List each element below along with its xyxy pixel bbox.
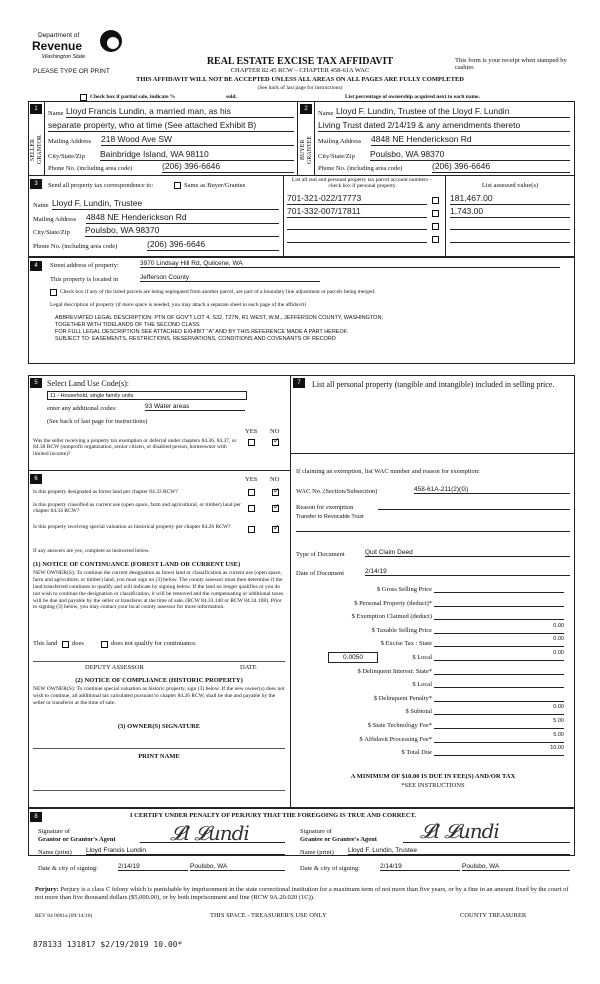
tax-row-label: *Delinquent Penalty $ (373, 694, 432, 702)
s5-no: NO (270, 428, 280, 435)
personal-property-label: List all personal property (tangible and intangible) included in selling price. (312, 380, 555, 389)
section-1-marker: 1 (30, 104, 42, 114)
corr-city-label: City/State/Zip (33, 229, 70, 236)
tax-row-label: Local $ (412, 681, 432, 689)
deputy-assessor: DEPUTY ASSESSOR (85, 664, 144, 671)
tax-row-label: *State Technology Fee $ (367, 722, 432, 729)
parcel-4[interactable] (287, 233, 427, 243)
segregated-label: Check box if any of the listed parcels are being segregated from another parcel, are part of a boundary line adjustment or parcels being merged. (60, 289, 376, 295)
exemption-header: If claiming an exemption, list WAC number and reason for exemption: (296, 468, 480, 475)
s6-no: NO (270, 476, 280, 483)
tax-row-label: Gross Selling Price $ (376, 586, 432, 593)
q3-yes-checkbox[interactable] (248, 525, 255, 534)
section-8-marker: 8 (30, 812, 42, 822)
grantee-name-label: Name (print) (300, 849, 334, 856)
section-3-marker: 3 (30, 179, 42, 189)
form-chapter: CHAPTER 82.45 RCW – CHAPTER 458-61A WAC (230, 67, 370, 74)
see-back-note: (See back of last page for instructions) (257, 85, 343, 91)
assessed-1[interactable]: 181,467.00 (450, 194, 570, 205)
wac-label: WAC No. (Section/Subsection) (296, 488, 378, 495)
section-2-marker: 2 (300, 104, 312, 114)
doc-date[interactable]: 2/14/19 (365, 568, 570, 576)
receipt-note: This form is your receipt when stamped by cashier. (455, 57, 567, 72)
buyer-phone-label: Phone No. (including area code) (318, 165, 403, 172)
tax-row-value[interactable]: 0.00 (434, 623, 564, 634)
this-land-label: This land (33, 640, 58, 647)
county-treasurer: COUNTY TREASURER (460, 912, 527, 919)
grantor-name-label: Name (print) (38, 849, 72, 856)
print-name-title: PRINT NAME (138, 753, 180, 760)
logo-line3: Washington State (42, 54, 86, 60)
treasurer-use: THIS SPACE - TREASURER'S USE ONLY (210, 912, 327, 919)
legal-line-4: SUBJECT TO: EASEMENTS, RESTRICTIONS, RESERVATIONS, CONDITIONS AND COVENANTS OF RECORD (55, 336, 336, 342)
street-address[interactable]: 3970 Lindsay Hill Rd, Quilcene, WA (140, 260, 560, 268)
buyer-name-line1[interactable]: Lloyd F. Lundin, Trustee of the Lloyd F. Lundin (336, 107, 570, 118)
seller-name-line1[interactable]: Lloyd Francis Lundin, a married man, as his (66, 107, 294, 118)
grantee-sig-label2: Grantee or Grantee's Agent (300, 836, 377, 843)
s6-yes: YES (245, 476, 258, 483)
grantor-name[interactable]: Lloyd Francis Lundin (86, 847, 285, 855)
continuance-body: NEW OWNER(S): To continue the current designation as forest land or classification as current use (open space, farm and agriculture, or timber) land, you must sign on (3) below. The county assessor must then determine if the land transferred continues to qualify and will indicate by signing below. If the land no longer qualifies or you do not wish to continue the designation or classification, it will be removed and the compensating or additional taxes will be due and payable by the seller or transferor at the time of sale. (RCW 84.33.140 or RCW 84.34.108). Prior to signing (3) below, you may contact your local county assessor for more information. (33, 570, 284, 611)
certify-text: I CERTIFY UNDER PENALTY OF PERJURY THAT THE FOREGOING IS TRUE AND CORRECT. (130, 812, 417, 819)
see-instructions: *SEE INSTRUCTIONS (401, 782, 465, 789)
grantor-city[interactable]: Poulsbo, WA (190, 863, 285, 871)
tax-row-label: Subtotal $ (405, 708, 432, 716)
receipt-stamp: 878133 131817 $2/19/2019 10.00* (33, 940, 183, 949)
assessed-header: List assessed value(s) (481, 182, 539, 189)
logo-line1: Department of (38, 32, 80, 39)
buyer-address-label: Mailing Address (318, 138, 362, 145)
parcel-3[interactable] (287, 220, 427, 230)
doc-type[interactable]: Quit Claim Deed (365, 549, 570, 557)
q3-no-checkbox[interactable]: ✓ (273, 523, 280, 532)
parcel-1[interactable]: 701-321-022/17773 (287, 194, 427, 205)
section-4-marker: 4 (30, 261, 42, 271)
current-use-question: Is this property classified as current use (open space, farm and agricultural, or timber) land per chapter 84.34 RCW? (33, 502, 241, 515)
seller-address[interactable]: 218 Wood Ave SW (101, 135, 294, 146)
corr-name-label: Name (33, 202, 49, 209)
seller-side-label: SELLER GRANTOR (30, 135, 43, 165)
grantee-city[interactable]: Poulsbo, WA (462, 863, 570, 871)
grantor-signature-mark: 𝓛l 𝓛undi (170, 821, 249, 845)
tax-row-value[interactable] (434, 582, 564, 593)
deputy-date: DATE (240, 664, 257, 671)
revenue-logo (28, 10, 138, 62)
grantee-date-label: Date & city of signing: (300, 865, 360, 872)
parcel-3-personal-checkbox[interactable] (432, 222, 439, 231)
list-percentage: List percentage of ownership acquired next to each name. (345, 94, 480, 100)
q1-no-checkbox[interactable]: ✓ (273, 486, 280, 495)
street-label: Street address of property: (50, 262, 119, 269)
tax-row-value[interactable]: 10.00 (434, 745, 564, 756)
s5-no-checkbox[interactable]: ✓ (273, 436, 280, 445)
corr-city[interactable]: Poulsbo, WA 98370 (85, 226, 279, 237)
wac-number[interactable]: 458-61A-211(2)(G) (414, 486, 570, 494)
grantee-sig-label1: Signature of (300, 828, 332, 835)
buyer-phone[interactable]: (206) 396-6646 (432, 162, 570, 173)
doc-date-label: Date of Document (296, 570, 345, 577)
same-as-buyer-label: Same as Buyer/Grantee (184, 182, 246, 189)
grantor-sig-label1: Signature of (38, 828, 70, 835)
historic-question: Is this property receiving special valuation as historical property per chapter 84.26 RCW? (33, 524, 231, 530)
buyer-city-label: City/State/Zip (318, 153, 355, 160)
legal-line-1: ABBREVIATED LEGAL DESCRIPTION: PTN OF GOV'T LOT 4, S32, T27N, R1 WEST, W.M., JEFFERSON COUNTY, WASHINGTON; (55, 315, 383, 321)
corr-phone-label: Phone No. (including area code) (33, 243, 118, 250)
corr-address[interactable]: 4848 NE Henderickson Rd (86, 213, 279, 224)
grantee-name[interactable]: Lloyd F. Lundin, Trustee (348, 847, 570, 855)
same-as-buyer-checkbox[interactable] (174, 181, 181, 190)
minimum-due: A MINIMUM OF $10.00 IS DUE IN FEE(S) AND/OR TAX (350, 773, 516, 780)
legal-line-2: TOGETHER WITH TIDELANDS OF THE SECOND CLASS (55, 322, 200, 328)
assessed-4[interactable] (450, 233, 570, 243)
grantor-sig-label2: Grantor or Grantor's Agent (38, 836, 116, 843)
local-rate[interactable]: 0.0050 (328, 652, 378, 663)
reason-text[interactable]: Transfer to Revocable Trust (296, 514, 364, 520)
tax-row-value[interactable]: 0.00 (434, 704, 564, 715)
does-label: does (72, 640, 84, 647)
q1-yes-checkbox[interactable] (248, 488, 255, 497)
parcel-4-personal-checkbox[interactable] (432, 235, 439, 244)
land-use-see-back: (See back of last page for instructions) (47, 418, 148, 425)
corr-address-label: Mailing Address (33, 216, 77, 223)
buyer-city[interactable]: Poulsbo, WA 98370 (370, 150, 570, 161)
corr-phone[interactable]: (206) 396-6646 (147, 240, 279, 251)
parcel-2[interactable]: 701-332-007/17811 (287, 207, 427, 218)
segregated-checkbox[interactable] (50, 288, 57, 297)
exemption-question: Was the seller receiving a property tax exemption or deferral under chapters 84.36, 84.37, or 84.38 RCW (nonprofit organization, senior citizen, or disabled person, homeowner with limited income)? (33, 438, 237, 457)
buyer-address[interactable]: 4848 NE Henderickson Rd (371, 135, 570, 146)
tax-row-value[interactable]: 5.00 (434, 718, 564, 729)
additional-codes-label: enter any additional codes: (47, 405, 117, 412)
tax-row-label: Exemption Claimed (deduct) $ (351, 613, 432, 621)
grantee-date[interactable]: 2/14/19 (380, 863, 460, 871)
seller-phone-label: Phone No. (including area code) (48, 165, 133, 172)
legal-line-3: FOR FULL LEGAL DESCRIPTION SEE ATTACHED EXHIBIT "A" AND BY THIS REFERENCE MADE A PART HEREOF. (55, 329, 349, 335)
s5-yes-checkbox[interactable] (248, 438, 255, 447)
buyer-name-label: Name (318, 110, 334, 117)
seller-name-label: Name (48, 110, 64, 117)
assessed-3[interactable] (450, 220, 570, 230)
seller-name-line2[interactable]: separate property, who at time (See attached Exhibit B) (48, 121, 294, 132)
continuance-title: (1) NOTICE OF CONTINUANCE (FOREST LAND OR CURRENT USE) (33, 561, 241, 568)
please-type: PLEASE TYPE OR PRINT (33, 68, 110, 75)
tax-row-label: Excise Tax : State $ (380, 640, 432, 648)
tax-row-label: Local $ (412, 654, 432, 661)
compliance-body: NEW OWNER(S): To continue special valuation as historic property, sign (3) below. If the new owner(s) does not wish to continue, all additional tax calculated pursuant to chapter 84.26 RCW, shall be due and payable by the seller or transferor at the time of sale. (33, 686, 285, 706)
tax-row-label: Taxable Selling Price $ (371, 626, 432, 634)
section-5-marker: 5 (30, 378, 42, 388)
seller-address-label: Mailing Address (48, 138, 92, 145)
grantor-date-label: Date & city of signing: (38, 865, 98, 872)
s5-yes: YES (245, 428, 258, 435)
tax-row-value[interactable]: 0.00 (434, 650, 564, 661)
tax-row-value[interactable] (434, 691, 564, 702)
tax-row-label: *Personal Property (deduct) $ (354, 599, 432, 607)
seller-phone[interactable]: (206) 396-6646 (162, 162, 294, 173)
section-7-marker: 7 (293, 378, 305, 388)
seller-city[interactable]: Bainbridge Island, WA 98110 (100, 150, 294, 161)
tax-row-value[interactable] (434, 609, 564, 620)
located-label: This property is located in (50, 276, 119, 283)
parcel-header: List all real and personal property tax parcel account numbers – check box if personal property (291, 177, 433, 190)
parcel-2-personal-checkbox[interactable] (432, 209, 439, 218)
tax-row-label: *Delinquent Interest: State $ (357, 667, 432, 675)
legal-label: Legal description of property (if more space is needed, you may attach a separate sheet to each page of the affidavit) (50, 302, 306, 308)
tax-row-value[interactable]: 5.00 (434, 732, 564, 743)
q2-yes-checkbox[interactable] (248, 504, 255, 513)
tax-row-value[interactable]: 0.00 (434, 636, 564, 647)
section-6-marker: 6 (30, 474, 42, 484)
compliance-title: (2) NOTICE OF COMPLIANCE (HISTORIC PROPERTY) (75, 677, 243, 684)
tax-row-label: Total Due $ (401, 749, 432, 757)
logo-line2: Revenue (32, 39, 83, 53)
form-notice: THIS AFFIDAVIT WILL NOT BE ACCEPTED UNLESS ALL AREAS ON ALL PAGES ARE FULLY COMPLETED (136, 76, 464, 83)
send-correspondence-label: Send all property tax correspondence to: (48, 182, 154, 189)
perjury-text: Perjury is a class C felony which is punishable by imprisonment in the state correctional institution for a maximum term of not more than five years, or by a fine in an amount fixed by the court of not more than five thousand dollars ($5,000.00), or by both imprisonment and fine (RCW 9A.20.020 (1C)). (35, 886, 569, 902)
corr-name[interactable]: Lloyd F. Lundin, Trustee (52, 199, 279, 210)
partial-sold: sold. (226, 94, 237, 100)
q2-no-checkbox[interactable]: ✓ (273, 502, 280, 511)
grantee-signature-mark: 𝓛l 𝓛undi (420, 819, 499, 843)
located-county[interactable]: Jefferson County (140, 274, 320, 282)
forest-question: Is this property designated as forest land per chapter 84.33 RCW? (33, 489, 178, 495)
tax-row-value[interactable] (434, 677, 564, 688)
buyer-side-label: BUYER GRANTEE (300, 136, 313, 164)
seller-city-label: City/State/Zip (48, 153, 85, 160)
rev-number: REV 84 0001a (09/14/16) (35, 913, 93, 919)
tax-row-label: *Affidavit Processing Fee $ (359, 735, 432, 743)
reason-label: Reason for exemption (296, 504, 354, 511)
grantor-date[interactable]: 2/14/19 (118, 863, 188, 871)
land-use-label: Select Land Use Code(s): (47, 379, 129, 388)
form-title: REAL ESTATE EXCISE TAX AFFIDAVIT (206, 56, 394, 67)
parcel-1-personal-checkbox[interactable] (432, 196, 439, 205)
does-not-checkbox[interactable] (101, 640, 108, 649)
tax-row-value[interactable] (434, 664, 564, 675)
perjury-notice (35, 886, 575, 903)
perjury-label: Perjury: (35, 886, 59, 893)
partial-sale-label: Check box if partial sale, indicate % (90, 94, 176, 100)
does-not-label: does not qualify for continuance. (111, 640, 197, 647)
land-use-select[interactable]: 11 - Household, single family units (47, 391, 247, 400)
tax-row-value[interactable] (434, 596, 564, 607)
buyer-name-line2[interactable]: Living Trust dated 2/14/19 & any amendments thereto (318, 121, 570, 132)
does-checkbox[interactable] (62, 640, 69, 649)
doc-type-label: Type of Document (296, 551, 345, 558)
assessed-2[interactable]: 1,743.00 (450, 207, 570, 218)
additional-codes[interactable]: 93 Water areas (145, 403, 245, 411)
owner-signature-title: (3) OWNER(S) SIGNATURE (117, 723, 201, 730)
if-yes-note: If any answers are yes, complete as instructed below. (33, 548, 150, 554)
